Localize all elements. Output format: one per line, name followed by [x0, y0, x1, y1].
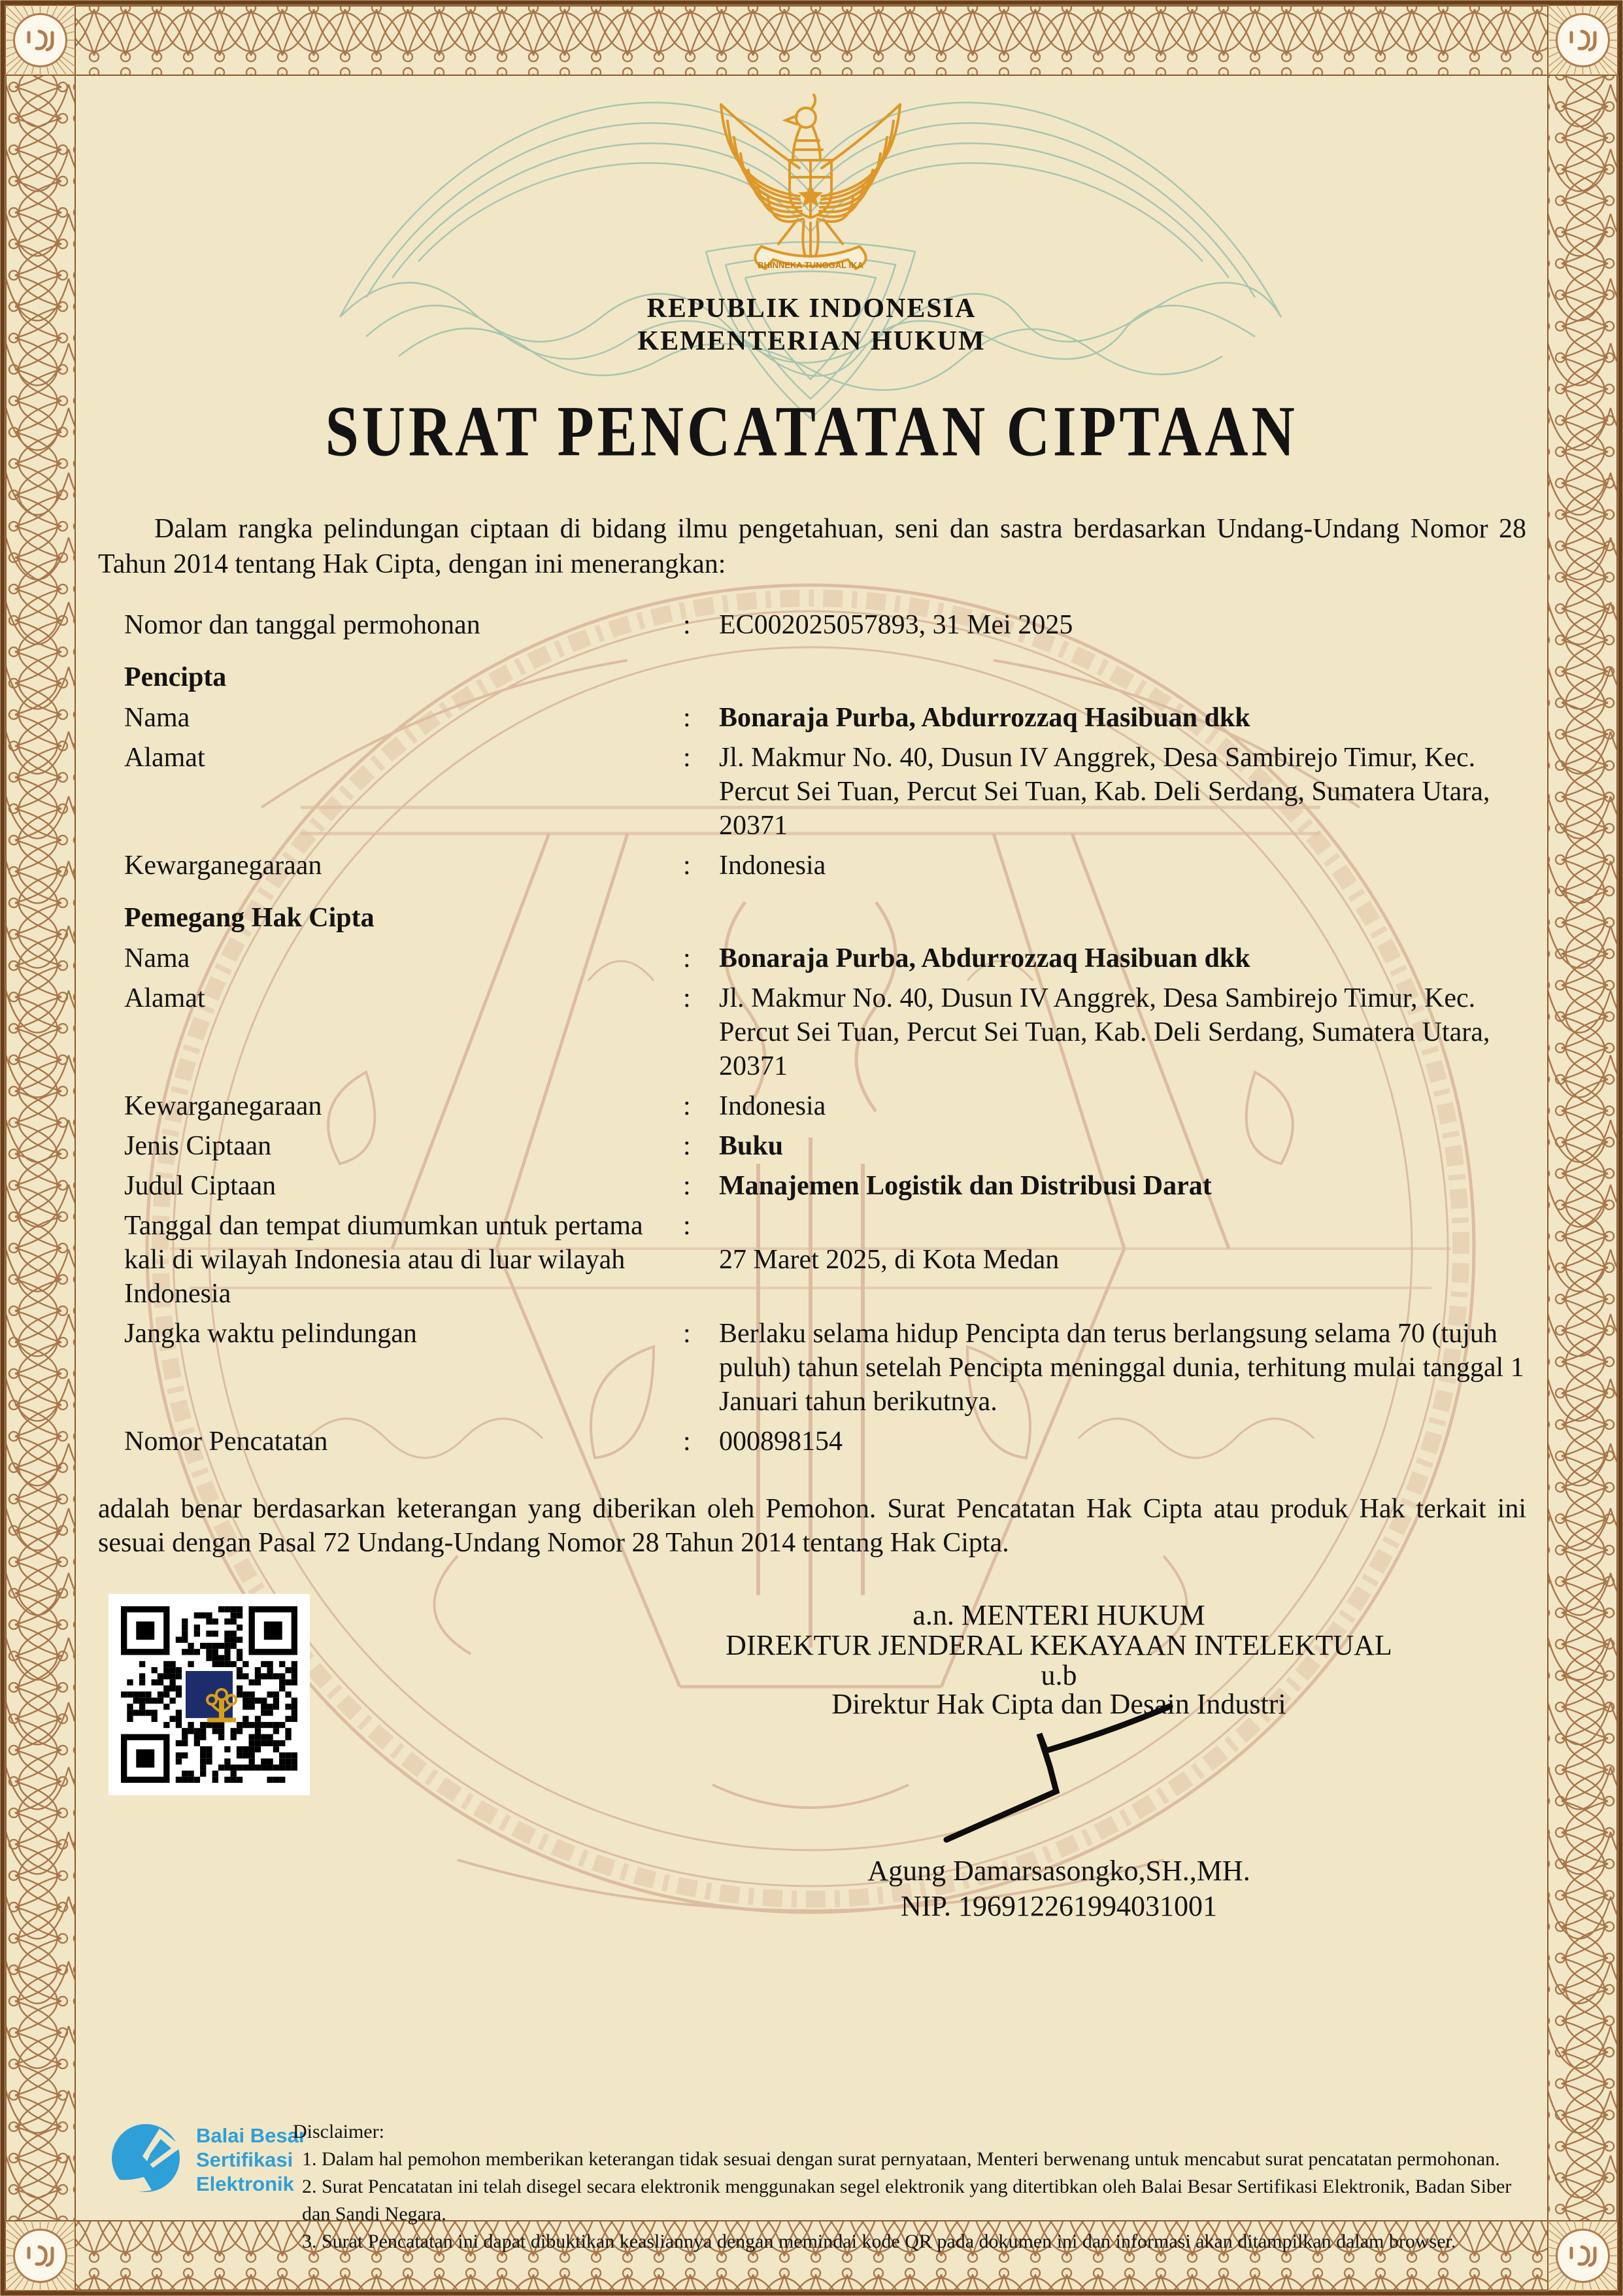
field-colon: : [683, 1171, 691, 1201]
signatory-nip: NIP. 196912261994031001 [900, 1890, 1218, 1922]
signature-on-behalf: a.n. MENTERI HUKUM [912, 1599, 1205, 1631]
field-row-protection-period [124, 1317, 1526, 1419]
field-value: 000898154 [719, 1427, 843, 1457]
certificate-fields [124, 608, 1526, 1464]
field-label: Nama [124, 943, 190, 973]
field-label: Nomor Pencatatan [124, 1427, 328, 1457]
disclaimer-item-1: 1. Dalam hal pemohon memberikan keterangan tidak sesuai dengan surat pernyataan, Menteri berwenang untuk mencabut surat pencatatan permohonan. [302, 2148, 1500, 2170]
field-colon: : [683, 1131, 691, 1161]
field-value: Manajemen Logistik dan Distribusi Darat [719, 1171, 1212, 1201]
intro-paragraph: Dalam rangka pelindungan ciptaan di bidang ilmu pengetahuan, seni dan sastra berdasarkan Undang-Undang Nomor 28 Tahun 2014 tentang Hak Cipta, dengan ini menerangkan: [98, 514, 1526, 579]
signature-stroke [915, 1693, 1216, 1857]
field-value: Jl. Makmur No. 40, Dusun IV Anggrek, Desa Sambirejo Timur, Kec. Percut Sei Tuan, Percut Sei Tuan, Kab. Deli Serdang, Sumatera Utara, 20371 [719, 983, 1490, 1081]
field-colon: : [683, 943, 691, 973]
field-colon: : [683, 983, 691, 1013]
field-row-creator-nationality [124, 849, 1526, 883]
field-value: Bonaraja Purba, Abdurrozzaq Hasibuan dkk [719, 703, 1250, 733]
field-label: Alamat [124, 743, 205, 773]
field-value: Jl. Makmur No. 40, Dusun IV Anggrek, Desa Sambirejo Timur, Kec. Percut Sei Tuan, Percut Sei Tuan, Kab. Deli Serdang, Sumatera Utara, 20371 [719, 743, 1490, 841]
field-label: Alamat [124, 983, 205, 1013]
disclaimer-title: Disclaimer: [293, 2121, 384, 2142]
field-label: Kewarganegaraan [124, 1091, 322, 1121]
field-colon: : [683, 1427, 691, 1457]
field-label: Judul Ciptaan [124, 1171, 276, 1201]
signatory-name: Agung Damarsasongko,SH.,MH. [867, 1855, 1250, 1887]
field-value: 27 Maret 2025, di Kota Medan [719, 1245, 1060, 1275]
ministry-header [0, 292, 1623, 358]
field-colon: : [683, 851, 691, 881]
section-pencipta: Pencipta [124, 662, 227, 692]
garuda-pancasila-emblem [701, 82, 920, 311]
field-label: Jangka waktu pelindungan [124, 1319, 417, 1349]
bsre-logo-text: Balai Besar Sertifikasi Elektronik [196, 2124, 307, 2195]
field-row-first-publication [124, 1209, 1526, 1311]
field-colon: : [683, 743, 691, 773]
disclaimer-item-3: 3. Surat Pencatatan ini dapat dibuktikan keasliannya dengan memindai kode QR pada dokumen ini dan informasi akan ditampilkan dalam browser. [302, 2231, 1456, 2252]
field-colon: : [683, 610, 691, 640]
bsre-logo-icon [105, 2117, 187, 2199]
field-value: EC002025057893, 31 Mei 2025 [719, 610, 1073, 640]
signature-ub: u.b [1041, 1659, 1077, 1691]
field-value: Indonesia [719, 1091, 826, 1121]
signature-role: Direktur Hak Cipta dan Desain Industri [831, 1688, 1286, 1720]
field-label: Kewarganegaraan [124, 851, 322, 881]
field-row-holder-nationality [124, 1089, 1526, 1123]
field-row-creator-name [124, 701, 1526, 735]
field-row-holder-name [124, 941, 1526, 975]
signature-directorate: DIREKTUR JENDERAL KEKAYAAN INTELEKTUAL [726, 1629, 1392, 1661]
disclaimer-item-2: 2. Surat Pencatatan ini telah disegel secara elektronik menggunakan segel elektronik yang ditertibkan oleh Balai Besar Sertifikasi Elektronik, Badan Siber dan Sandi Negara. [302, 2176, 1512, 2225]
field-colon: : [683, 1319, 691, 1349]
field-value: Bonaraja Purba, Abdurrozzaq Hasibuan dkk [719, 943, 1250, 973]
field-row-registration-number [124, 1425, 1526, 1459]
garuda-motto: BHINNEKA TUNGGAL IKA [758, 260, 863, 270]
republic-line: REPUBLIK INDONESIA [646, 294, 977, 324]
field-colon: : [683, 1211, 691, 1241]
certificate-title: SURAT PENCATATAN CIPTAAN [325, 392, 1298, 472]
qr-code [109, 1594, 310, 1795]
field-label: Nama [124, 703, 190, 733]
field-row-holder-address [124, 981, 1526, 1083]
field-label: Jenis Ciptaan [124, 1131, 272, 1161]
field-row-work-title [124, 1169, 1526, 1203]
ministry-line: KEMENTERIAN HUKUM [637, 326, 986, 356]
field-row-application-number [124, 608, 1526, 642]
closing-paragraph: adalah benar berdasarkan keterangan yang diberikan oleh Pemohon. Surat Pencatatan Hak Cipta atau produk Hak terkait ini sesuai dengan Pasal 72 Undang-Undang Nomor 28 Tahun 2014 tentang Hak Cipta. [98, 1494, 1526, 1558]
djki-logo-icon [186, 1671, 233, 1718]
field-row-creator-address [124, 741, 1526, 843]
section-pemegang-hak-cipta: Pemegang Hak Cipta [124, 903, 375, 933]
field-value: Buku [719, 1131, 784, 1161]
field-value: Berlaku selama hidup Pencipta dan terus berlangsung selama 70 (tujuh puluh) tahun setelah Pencipta meninggal dunia, terhitung mulai tanggal 1 Januari tahun berikutnya. [719, 1319, 1524, 1417]
field-colon: : [683, 703, 691, 733]
field-label: Tanggal dan tempat diumumkan untuk pertama kali di wilayah Indonesia atau di luar wilayah Indonesia [124, 1211, 643, 1309]
field-label: Nomor dan tanggal permohonan [124, 610, 480, 640]
disclaimer-block [293, 2118, 1535, 2255]
field-colon: : [683, 1091, 691, 1121]
field-row-work-type [124, 1129, 1526, 1163]
field-value: Indonesia [719, 851, 826, 881]
